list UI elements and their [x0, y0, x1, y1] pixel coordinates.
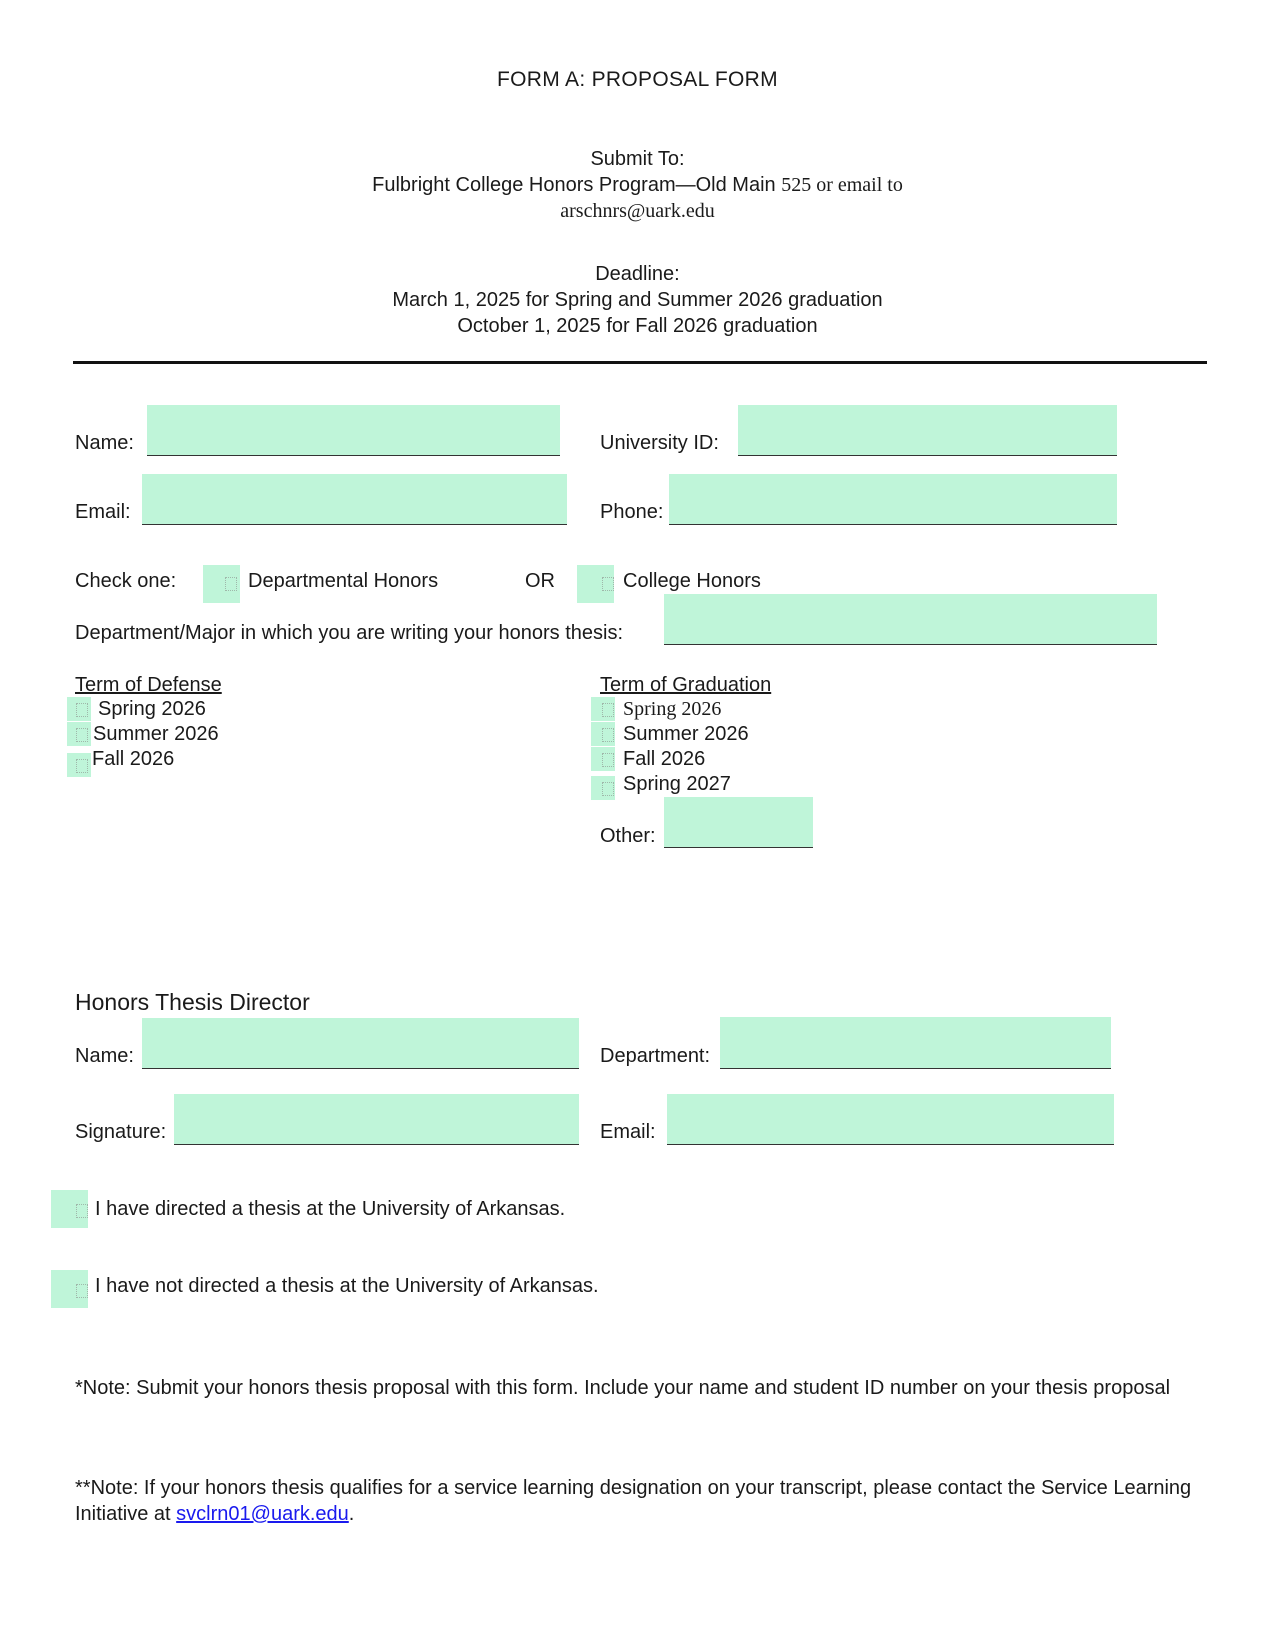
directed-thesis-yes-label: I have directed a thesis at the University of Arkansas. — [95, 1198, 566, 1220]
form-title: FORM A: PROPOSAL FORM — [497, 68, 778, 91]
header-divider — [73, 361, 1207, 364]
departmental-honors-label: Departmental Honors — [248, 570, 439, 592]
directed-thesis-no-label: I have not directed a thesis at the University of Arkansas. — [95, 1275, 599, 1297]
director-signature-label: Signature: — [75, 1121, 167, 1143]
deadline-line1: March 1, 2025 for Spring and Summer 2026 graduation — [392, 289, 883, 311]
defense-spring-2026-label: Spring 2026 — [98, 698, 206, 720]
directed-thesis-yes-checkbox[interactable] — [51, 1190, 88, 1228]
student-email-field[interactable] — [142, 474, 567, 525]
directed-thesis-no-checkbox[interactable] — [51, 1270, 88, 1308]
service-learning-email-link[interactable]: svclrn01@uark.edu — [176, 1503, 349, 1525]
graduation-spring-2026-label: Spring 2026 — [623, 698, 722, 720]
phone-label: Phone: — [600, 501, 664, 523]
term-of-graduation-heading: Term of Graduation — [600, 674, 772, 696]
departmental-honors-checkbox[interactable] — [203, 565, 240, 603]
note-proposal: *Note: Submit your honors thesis proposal with this form. Include your name and student ID number on your thesis proposal — [75, 1377, 1171, 1399]
director-name-field[interactable] — [142, 1018, 579, 1069]
graduation-fall-2026-checkbox[interactable] — [591, 747, 615, 771]
university-id-label: University ID: — [600, 432, 719, 454]
graduation-spring-2026-checkbox[interactable] — [591, 697, 615, 721]
defense-fall-2026-checkbox[interactable] — [67, 753, 91, 777]
graduation-other-label: Other: — [600, 825, 656, 847]
submit-to-label: Submit To: — [590, 148, 685, 170]
college-honors-label: College Honors — [623, 570, 761, 592]
term-of-defense-heading: Term of Defense — [75, 674, 222, 696]
director-signature-field[interactable] — [174, 1094, 579, 1145]
deadline-label: Deadline: — [595, 263, 680, 285]
graduation-other-field[interactable] — [664, 797, 813, 848]
college-honors-checkbox[interactable] — [577, 565, 614, 603]
graduation-spring-2027-label: Spring 2027 — [623, 773, 731, 795]
student-email-label: Email: — [75, 501, 131, 523]
defense-spring-2026-checkbox[interactable] — [67, 697, 91, 721]
graduation-fall-2026-label: Fall 2026 — [623, 748, 706, 770]
defense-summer-2026-checkbox[interactable] — [67, 722, 91, 746]
check-one-label: Check one: — [75, 570, 177, 592]
director-email-label: Email: — [600, 1121, 656, 1143]
director-department-label: Department: — [600, 1045, 711, 1067]
note-service-learning-end: . — [348, 1503, 355, 1525]
director-heading: Honors Thesis Director — [75, 989, 310, 1015]
director-email-field[interactable] — [667, 1094, 1114, 1145]
submit-to-email: arschnrs@uark.edu — [560, 200, 715, 222]
graduation-summer-2026-checkbox[interactable] — [591, 722, 615, 746]
university-id-field[interactable] — [738, 405, 1117, 456]
director-department-field[interactable] — [720, 1017, 1111, 1069]
or-label: OR — [525, 570, 555, 592]
submit-to-program: Fulbright College Honors Program—Old Main — [372, 174, 782, 196]
defense-fall-2026-label: Fall 2026 — [92, 748, 175, 770]
graduation-summer-2026-label: Summer 2026 — [623, 723, 749, 745]
thesis-department-field[interactable] — [664, 594, 1157, 645]
graduation-spring-2027-checkbox[interactable] — [591, 776, 615, 800]
deadline-line2: October 1, 2025 for Fall 2026 graduation — [457, 315, 818, 337]
defense-summer-2026-label: Summer 2026 — [93, 723, 219, 745]
thesis-department-label: Department/Major in which you are writing your honors thesis: — [75, 622, 624, 644]
note-service-learning — [75, 1475, 1205, 1527]
student-name-field[interactable] — [147, 405, 560, 456]
director-name-label: Name: — [75, 1045, 134, 1067]
submit-to-line1 — [0, 174, 1275, 197]
note-service-learning-text: **Note: If your honors thesis qualifies for a service learning designation on your transcript, please contact the Service Learning Initiative at — [75, 1477, 1192, 1525]
phone-field[interactable] — [669, 474, 1117, 525]
submit-to-room: 525 or email to — [781, 174, 903, 196]
student-name-label: Name: — [75, 432, 134, 454]
